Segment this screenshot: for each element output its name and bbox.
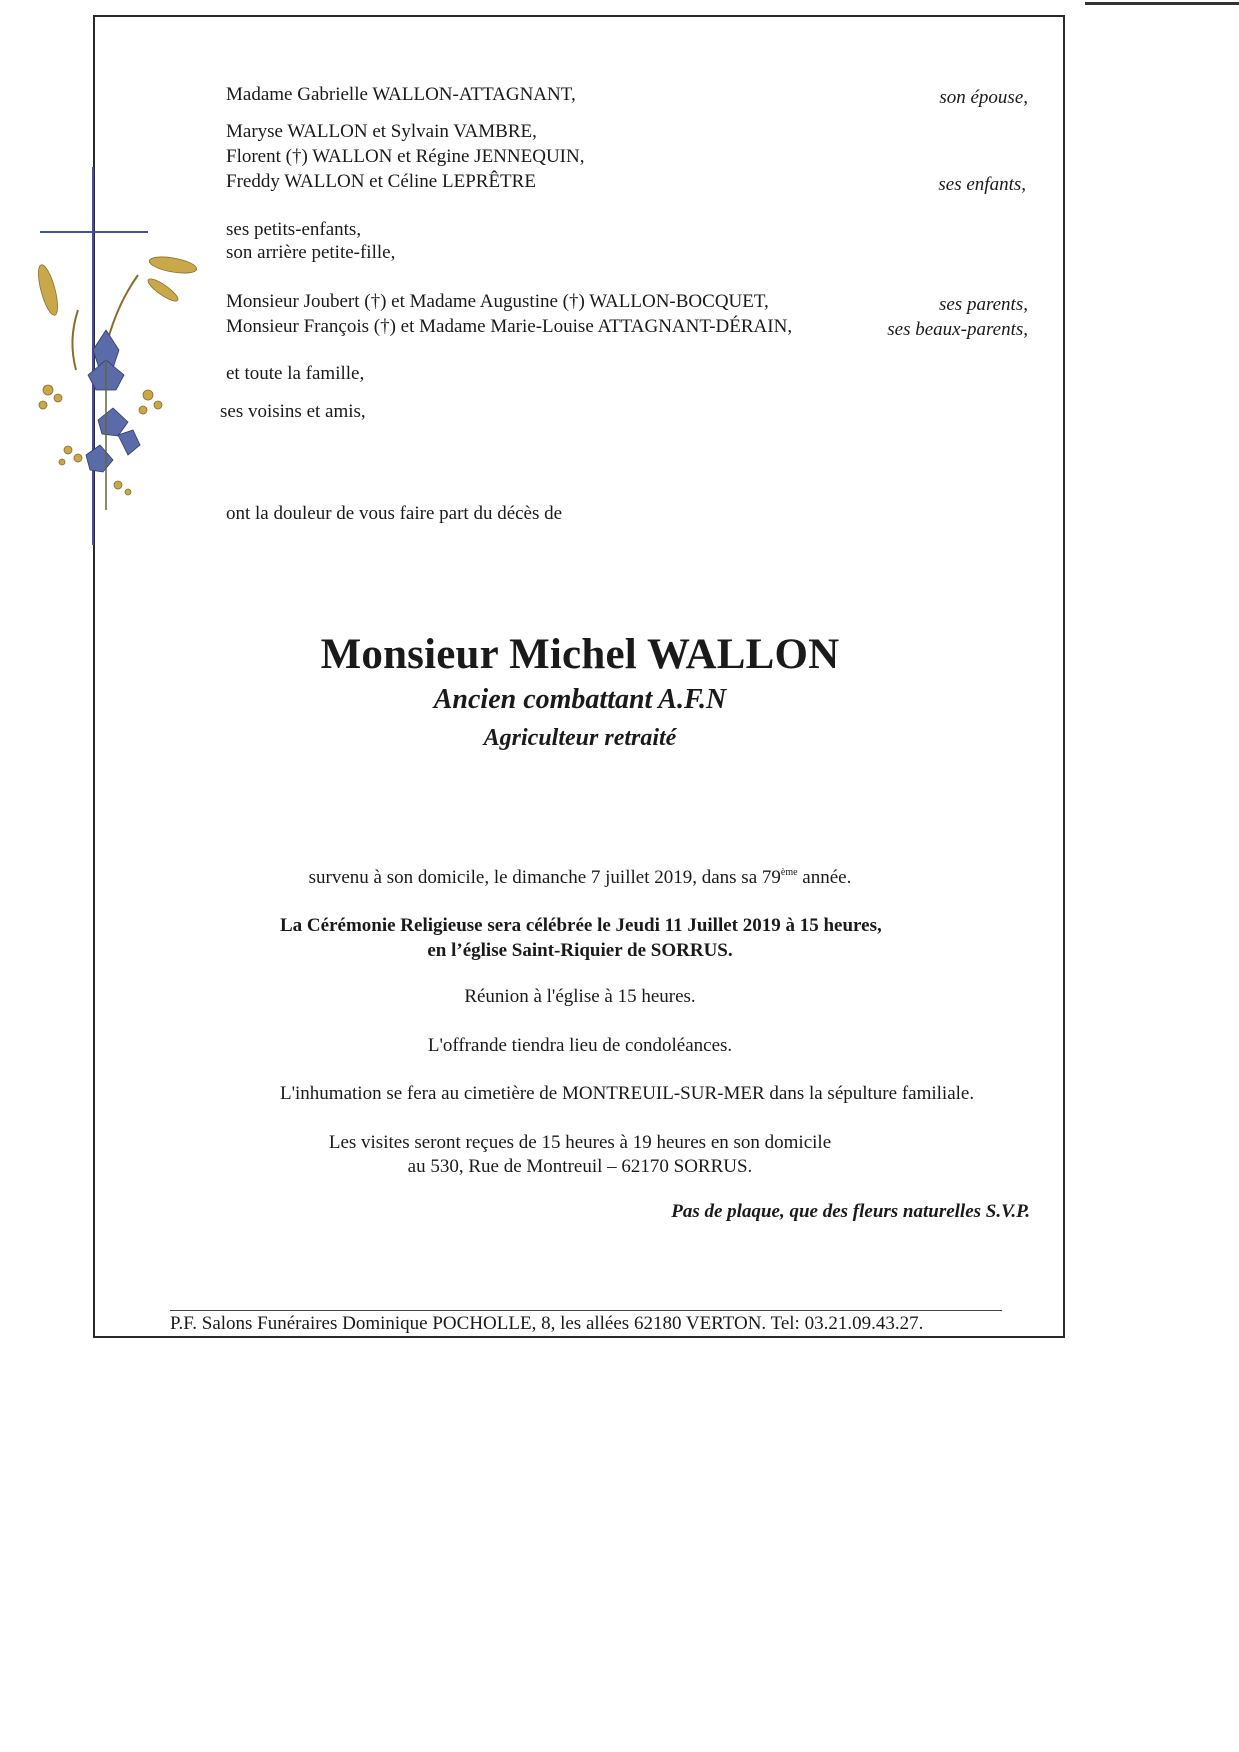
ceremony-line-2: en l’église Saint-Riquier de SORRUS. <box>427 940 733 961</box>
flower-bouquet-icon <box>18 250 198 520</box>
deceased-title-1: Ancien combattant A.F.N <box>433 684 727 715</box>
announcement: ont la douleur de vous faire part du décès de <box>226 503 563 524</box>
family-role: ses enfants, <box>938 174 1026 195</box>
death-statement <box>280 866 880 890</box>
death-suffix: année. <box>797 867 852 888</box>
visits-line-2: au 530, Rue de Montreuil – 62170 SORRUS. <box>407 1156 753 1177</box>
ceremony-line-1: La Cérémonie Religieuse sera célébrée le Jeudi 11 Juillet 2019 à 15 heures, <box>280 915 882 936</box>
family-line: et toute la famille, <box>226 363 365 384</box>
family-line: Maryse WALLON et Sylvain VAMBRE, <box>226 121 537 142</box>
deceased-title-2: Agriculteur retraité <box>483 725 677 751</box>
family-line: son arrière petite-fille, <box>226 242 396 263</box>
flowers-note: Pas de plaque, que des fleurs naturelles S.V.P. <box>671 1201 1030 1222</box>
scan-edge-line <box>1085 2 1239 5</box>
family-role: ses beaux-parents, <box>887 319 1028 340</box>
burial-info: L'inhumation se fera au cimetière de MONTREUIL-SUR-MER dans la sépulture familiale. <box>280 1083 975 1104</box>
death-text: survenu à son domicile, le dimanche 7 juillet 2019, dans sa 79 <box>308 867 781 888</box>
family-role: ses parents, <box>938 294 1028 315</box>
death-ordinal: ème <box>780 867 798 878</box>
family-line: Monsieur François (†) et Madame Marie-Louise ATTAGNANT-DÉRAIN, <box>226 316 793 337</box>
visits-line-1: Les visites seront reçues de 15 heures à 19 heures en son domicile <box>328 1132 832 1153</box>
offering-info: L'offrande tiendra lieu de condoléances. <box>427 1035 733 1056</box>
family-line: ses voisins et amis, <box>220 401 366 422</box>
family-line: ses petits-enfants, <box>226 219 362 240</box>
family-line: Freddy WALLON et Céline LEPRÊTRE <box>226 171 536 192</box>
meeting-info: Réunion à l'église à 15 heures. <box>464 986 696 1007</box>
cross-icon-bar <box>40 231 148 233</box>
family-line: Monsieur Joubert (†) et Madame Augustine (†) WALLON-BOCQUET, <box>226 291 769 312</box>
family-line: Madame Gabrielle WALLON-ATTAGNANT, <box>226 84 576 105</box>
footer-divider <box>170 1310 1002 1311</box>
family-role: son épouse, <box>939 87 1028 108</box>
family-line: Florent (†) WALLON et Régine JENNEQUIN, <box>226 146 585 167</box>
funeral-home-footer: P.F. Salons Funéraires Dominique POCHOLLE, 8, les allées 62180 VERTON. Tel: 03.21.09.43.27. <box>170 1313 924 1334</box>
deceased-name: Monsieur Michel WALLON <box>320 631 840 678</box>
